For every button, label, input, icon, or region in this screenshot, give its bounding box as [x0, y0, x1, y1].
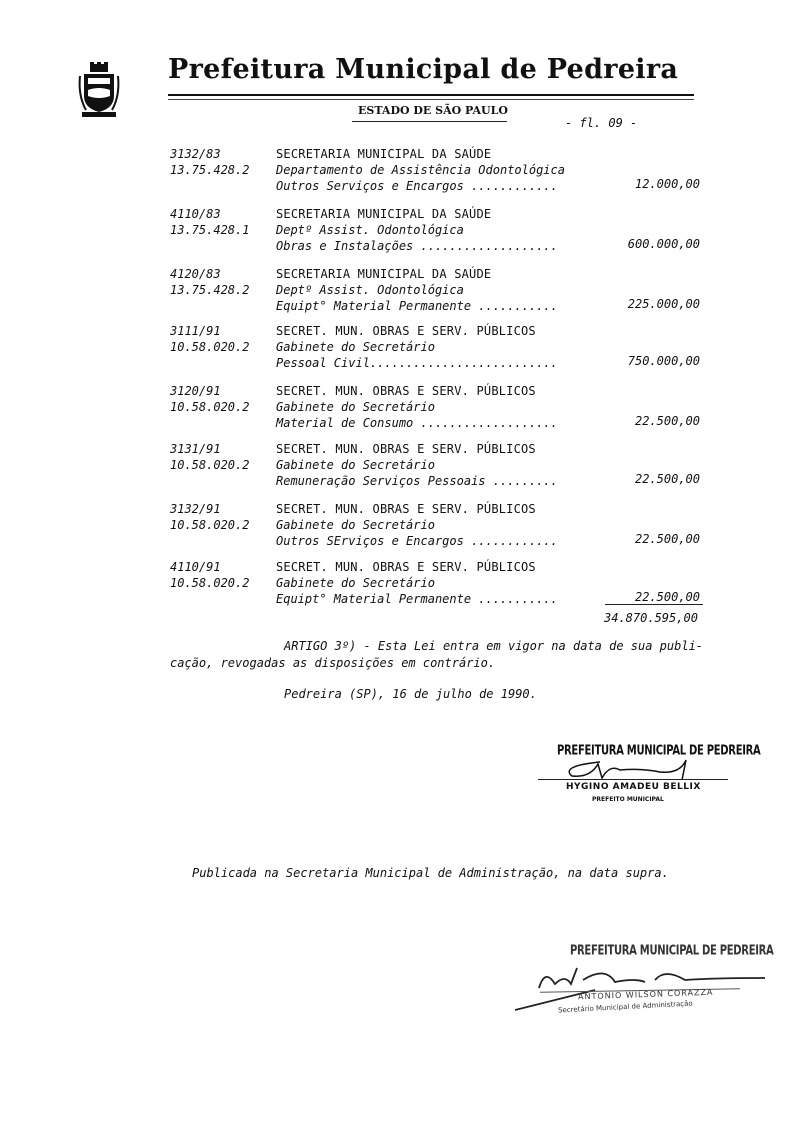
entry-amount: 600.000,00	[627, 237, 700, 251]
entry-codes	[170, 266, 274, 298]
mayor-role: PREFEITO MUNICIPAL	[592, 796, 664, 803]
entry-unit: Deptº Assist. Odontológica	[276, 223, 464, 237]
sheet-number: - fl. 09 -	[565, 116, 638, 130]
entry-program-code: 10.58.020.2	[170, 576, 250, 590]
secretary-role: Secretário Municipal de Administração	[557, 999, 693, 1015]
entry-code: 4120/83	[170, 267, 221, 281]
total-amount: 34.870.595,00	[604, 611, 698, 625]
secretary-name: ANTONIO WILSON CORAZZA	[577, 987, 714, 1002]
entry-item: Outros Serviços e Encargos ............	[276, 179, 558, 193]
entry-item: Outros SErviços e Encargos ............	[276, 534, 558, 548]
entry-code: 3111/91	[170, 324, 221, 338]
entry-department: SECRETARIA MUNICIPAL DA SAÚDE	[276, 147, 492, 161]
secretary-stamp: PREFEITURA MUNICIPAL DE PEDREIRA	[570, 944, 774, 959]
header-rule	[168, 94, 694, 96]
entry-amount: 750.000,00	[627, 354, 700, 368]
entry-codes	[170, 323, 274, 355]
entry-code: 3132/83	[170, 147, 221, 161]
page-title: Prefeitura Municipal de Pedreira	[168, 54, 679, 85]
entry-amount: 225.000,00	[627, 297, 700, 311]
entry-unit: Gabinete do Secretário	[276, 400, 435, 414]
entry-codes	[170, 383, 274, 415]
entry-program-code: 10.58.020.2	[170, 340, 250, 354]
entry-code: 4110/83	[170, 207, 221, 221]
entry-amount: 22.500,00	[634, 590, 700, 604]
entry-code: 3131/91	[170, 442, 221, 456]
entry-program-code: 10.58.020.2	[170, 518, 250, 532]
entry-description	[276, 323, 558, 371]
total-rule	[605, 604, 703, 605]
entry-department: SECRETARIA MUNICIPAL DA SAÚDE	[276, 207, 492, 221]
entry-unit: Gabinete do Secretário	[276, 458, 435, 472]
entry-unit: Departamento de Assistência Odontológica	[276, 163, 565, 177]
entry-code: 3132/91	[170, 502, 221, 516]
entry-unit: Deptº Assist. Odontológica	[276, 283, 464, 297]
entry-description	[276, 206, 558, 254]
entry-codes	[170, 206, 274, 238]
entry-code: 4110/91	[170, 560, 221, 574]
entry-codes	[170, 441, 274, 473]
coat-of-arms-logo	[78, 62, 120, 118]
entry-item: Equipt° Material Permanente ...........	[276, 299, 558, 313]
entry-department: SECRET. MUN. OBRAS E SERV. PÚBLICOS	[276, 560, 536, 574]
entry-description	[276, 383, 558, 431]
entry-codes	[170, 559, 274, 591]
entry-amount: 12.000,00	[634, 177, 700, 191]
article-line: ARTIGO 3º) - Esta Lei entra em vigor na data de sua publi-	[284, 639, 704, 653]
entry-description	[276, 441, 558, 489]
entry-item: Pessoal Civil..........................	[276, 356, 558, 370]
article-line: cação, revogadas as disposições em contrário.	[170, 656, 496, 670]
entry-amount: 22.500,00	[634, 414, 700, 428]
entry-codes	[170, 501, 274, 533]
entry-item: Material de Consumo ...................	[276, 416, 558, 430]
entry-department: SECRET. MUN. OBRAS E SERV. PÚBLICOS	[276, 384, 536, 398]
entry-unit: Gabinete do Secretário	[276, 340, 435, 354]
date-line: Pedreira (SP), 16 de julho de 1990.	[284, 687, 537, 701]
header-rule-thin	[168, 99, 694, 100]
state-label: ESTADO DE SÃO PAULO	[358, 104, 508, 117]
entry-program-code: 13.75.428.2	[170, 163, 250, 177]
entry-description	[276, 559, 558, 607]
entry-description	[276, 501, 558, 549]
entry-program-code: 13.75.428.1	[170, 223, 250, 237]
entry-unit: Gabinete do Secretário	[276, 576, 435, 590]
entry-description	[276, 266, 558, 314]
mayor-stamp: PREFEITURA MUNICIPAL DE PEDREIRA	[557, 744, 761, 759]
entry-department: SECRETARIA MUNICIPAL DA SAÚDE	[276, 267, 492, 281]
entry-program-code: 10.58.020.2	[170, 458, 250, 472]
entry-unit: Gabinete do Secretário	[276, 518, 435, 532]
entry-description	[276, 146, 565, 194]
entry-code: 3120/91	[170, 384, 221, 398]
state-underline	[352, 121, 507, 122]
article-paragraph	[170, 638, 710, 672]
entry-amount: 22.500,00	[634, 472, 700, 486]
entry-amount: 22.500,00	[634, 532, 700, 546]
entry-item: Obras e Instalações ...................	[276, 239, 558, 253]
publication-note: Publicada na Secretaria Municipal de Administração, na data supra.	[192, 866, 669, 880]
entry-department: SECRET. MUN. OBRAS E SERV. PÚBLICOS	[276, 502, 536, 516]
entry-program-code: 10.58.020.2	[170, 400, 250, 414]
mayor-name: HYGINO AMADEU BELLIX	[566, 782, 701, 792]
entry-codes	[170, 146, 274, 178]
entry-item: Equipt° Material Permanente ...........	[276, 592, 558, 606]
entry-program-code: 13.75.428.2	[170, 283, 250, 297]
entry-department: SECRET. MUN. OBRAS E SERV. PÚBLICOS	[276, 442, 536, 456]
entry-item: Remuneração Serviços Pessoais .........	[276, 474, 558, 488]
entry-department: SECRET. MUN. OBRAS E SERV. PÚBLICOS	[276, 324, 536, 338]
signature-line	[538, 779, 728, 780]
